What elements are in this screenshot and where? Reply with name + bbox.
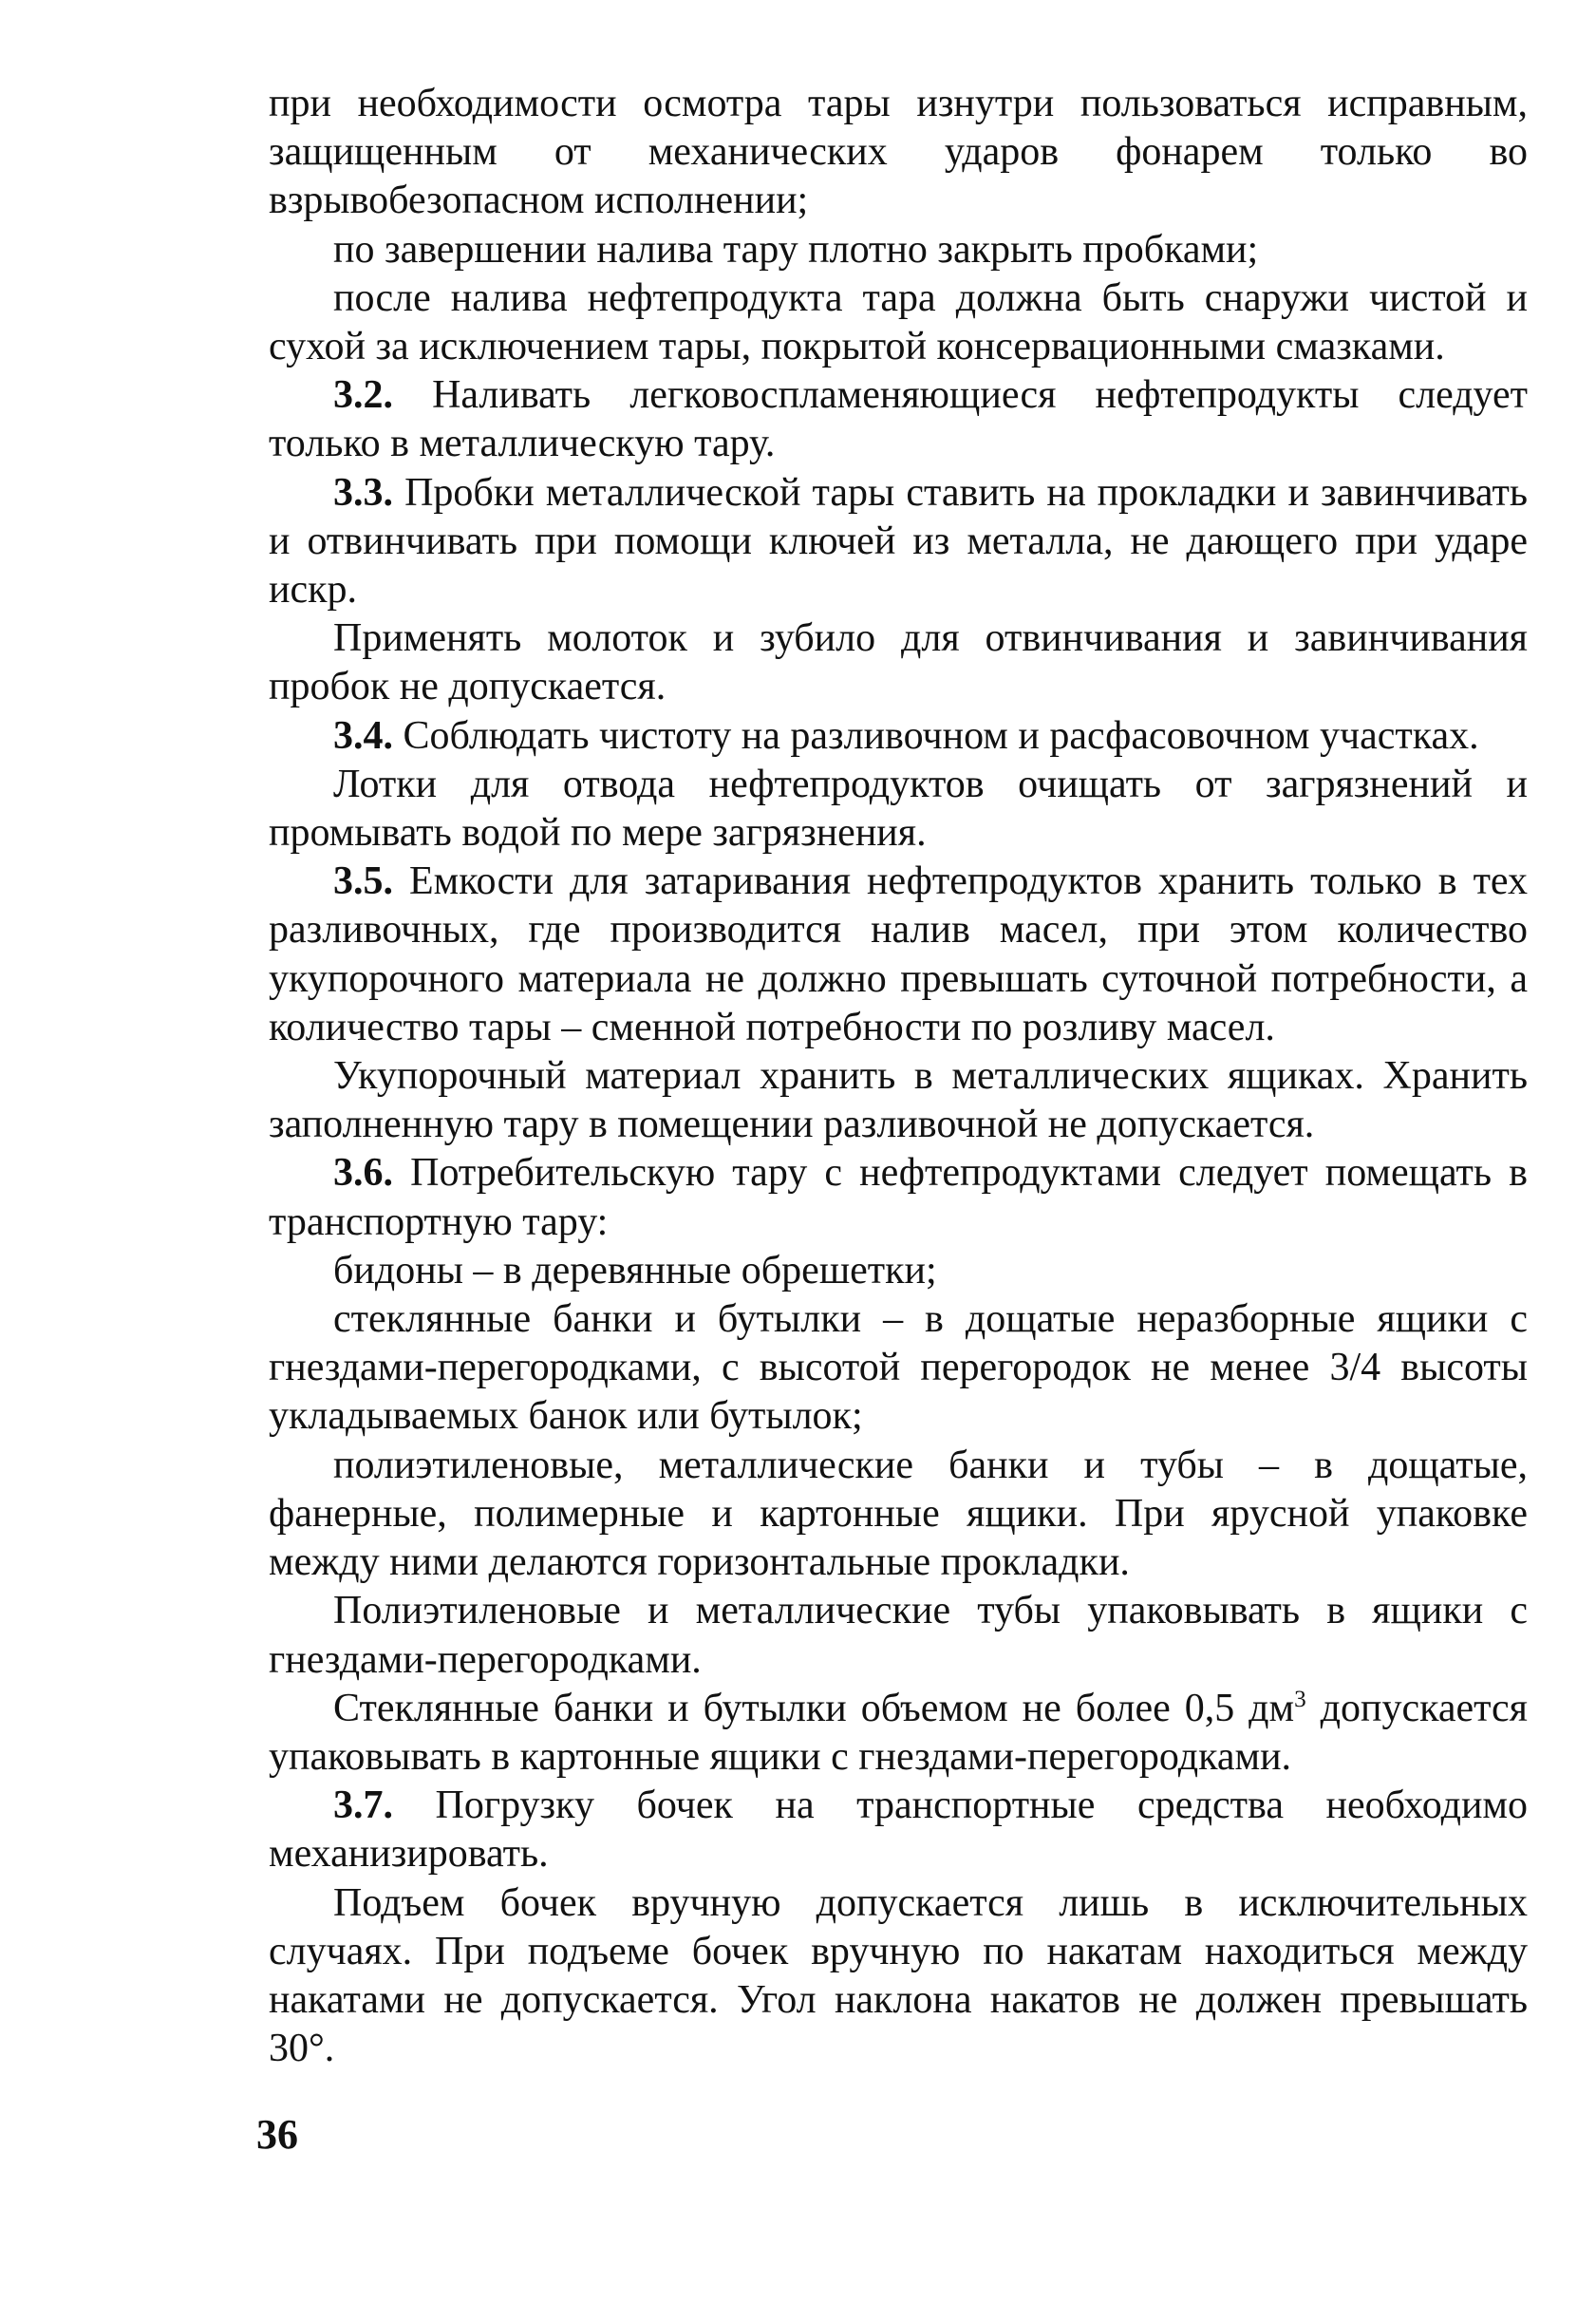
body-text (269, 80, 1528, 2073)
paragraph-3-4: 3.4. Соблюдать чистоту на разливочном и расфасовочном участках. (333, 713, 1479, 758)
paragraph: бидоны – в деревянные обрешетки; (333, 1248, 937, 1293)
paragraph: Лотки для отвода нефтепродуктов очищать от загрязнений и промывать водой по мере загрязнения. (269, 762, 1528, 856)
section-number: 3.7. (333, 1783, 393, 1828)
paragraph-3-6: 3.6. Потребительскую тару с нефтепродуктами следует помещать в транспортную тару: (269, 1151, 1528, 1244)
paragraph: стеклянные банки и бутылки – в дощатые неразборные ящики с гнездами-перегородками, с высотой перегородок не менее 3/4 высоты укладываемых банок или бутылок; (269, 1297, 1528, 1439)
paragraph: Подъем бочек вручную допускается лишь в исключительных случаях. При подъеме бочек вручную по накатам находиться между накатами не допускается. Угол наклона накатов не должен превышать 30°. (269, 1880, 1528, 2071)
page-number: 36 (256, 2111, 298, 2158)
paragraph: после налива нефтепродукта тара должна быть снаружи чистой и сухой за исключением тары, покрытой консервационными смазками. (269, 275, 1528, 369)
superscript: 3 (1294, 1686, 1306, 1712)
paragraph: по завершении налива тару плотно закрыть пробками; (333, 227, 1259, 272)
section-number: 3.6. (333, 1151, 393, 1196)
section-number: 3.4. (333, 713, 393, 758)
section-number: 3.3. (333, 470, 393, 515)
paragraph: полиэтиленовые, металлические банки и тубы – в дощатые, фанерные, полимерные и картонные ящики. При ярусной упаковке между ними делаются горизонтальные прокладки. (269, 1443, 1528, 1585)
paragraph-3-7: 3.7. Погрузку бочек на транспортные средства необходимо механизировать. (269, 1783, 1529, 1877)
paragraph-3-5: 3.5. Емкости для затаривания нефтепродуктов хранить только в тех разливочных, где производится налив масел, при этом количество укупорочного материала не должно превышать суточной потребности, а количество тары – сменной потребности по розливу масел. (269, 859, 1529, 1049)
paragraph: Стеклянные банки и бутылки объемом не более 0,5 $дм^3$ допускается упаковывать в картонные ящики с гнездами-перегородками. (269, 1686, 1528, 1779)
paragraph: при необходимости осмотра тары изнутри пользоваться исправным, защищенным от механических ударов фонарем только во взрывобезопасном исполнении; (269, 82, 1528, 223)
paragraph-3-2: 3.2. Наливать легковоспламеняющиеся нефтепродукты следует только в металлическую тару. (269, 373, 1528, 466)
paragraph-3-3: 3.3. Пробки металлической тары ставить на прокладки и завинчивать и отвинчивать при помощи ключей из металла, не дающего при ударе искр. (269, 470, 1528, 613)
paragraph: Полиэтиленовые и металлические тубы упаковывать в ящики с гнездами-перегородками. (269, 1589, 1528, 1682)
section-number: 3.5. (333, 859, 393, 904)
paragraph: Применять молоток и зубило для отвинчивания и завинчивания пробок не допускается. (269, 616, 1528, 709)
section-number: 3.2. (333, 373, 393, 418)
paragraph: Укупорочный материал хранить в металлических ящиках. Хранить заполненную тару в помещении разливочной не допускается. (269, 1054, 1528, 1147)
